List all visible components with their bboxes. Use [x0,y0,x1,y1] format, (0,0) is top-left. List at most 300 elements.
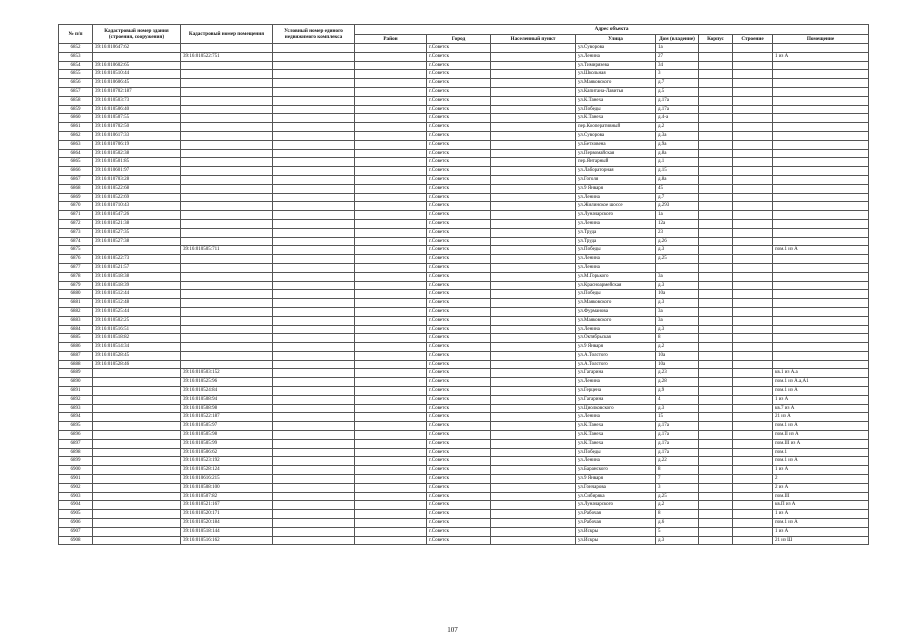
table-cell [491,413,576,422]
table-cell: 6881 [59,299,93,308]
table-cell: г.Советск [427,167,491,176]
table-cell [355,237,427,246]
table-cell: 6856 [59,79,93,88]
table-cell [273,360,355,369]
table-cell [273,255,355,264]
table-row [59,492,869,501]
table-cell [491,70,576,79]
table-cell [491,448,576,457]
table-row [59,343,869,352]
table-cell [273,140,355,149]
table-cell: г.Советск [427,483,491,492]
table-cell [699,422,733,431]
table-row [59,114,869,123]
table-cell: 6853 [59,52,93,61]
table-cell: г.Советск [427,439,491,448]
header-address: Адрес объекта [355,25,869,35]
table-cell [699,378,733,387]
table-cell [273,404,355,413]
table-cell: д.22 [656,457,699,466]
table-cell [181,87,273,96]
table-cell: 3а [656,307,699,316]
table-cell [491,219,576,228]
table-cell: 6884 [59,325,93,334]
table-cell [733,510,773,519]
table-cell: д.23 [656,369,699,378]
table-cell [699,263,733,272]
table-cell [491,114,576,123]
table-cell [273,123,355,132]
table-cell [699,483,733,492]
table-cell: 39:16:010522:751 [181,52,273,61]
table-cell [273,387,355,396]
table-cell [656,263,699,272]
table-cell [773,272,869,281]
table-cell [699,536,733,545]
table-cell [733,519,773,528]
table-cell [491,457,576,466]
table-cell [355,501,427,510]
table-cell [699,431,733,440]
table-cell: г.Советск [427,351,491,360]
table-cell [355,378,427,387]
table-cell [733,387,773,396]
table-cell: 39:16:010528:46 [93,360,181,369]
table-cell [355,123,427,132]
table-row [59,61,869,70]
table-cell [355,96,427,105]
table-cell [93,439,181,448]
table-cell: 6896 [59,431,93,440]
table-cell: 2 [773,475,869,484]
table-cell: 6858 [59,96,93,105]
table-cell: ул.9 Января [576,475,656,484]
table-cell [773,290,869,299]
table-cell: г.Советск [427,96,491,105]
table-cell [733,149,773,158]
table-cell: ул.Ленина [576,457,656,466]
table-cell: г.Советск [427,237,491,246]
table-cell [355,202,427,211]
table-cell [273,395,355,404]
table-cell: д.17а [656,448,699,457]
table-cell [699,475,733,484]
table-row [59,519,869,528]
table-cell [181,158,273,167]
table-cell: пом.1 из А [773,387,869,396]
table-cell [355,228,427,237]
table-cell [733,334,773,343]
table-cell [181,351,273,360]
table-cell [491,79,576,88]
table-cell: ул.Школьная [576,70,656,79]
table-cell [773,61,869,70]
table-cell: 39:16:010617:33 [93,131,181,140]
table-cell [733,492,773,501]
table-cell [491,510,576,519]
table-cell [355,404,427,413]
table-cell [181,228,273,237]
table-cell [273,211,355,220]
table-cell [355,395,427,404]
table-cell: пом.1 из А [773,457,869,466]
table-cell [773,202,869,211]
table-cell [699,439,733,448]
table-cell: 1 из А [773,527,869,536]
table-cell: г.Советск [427,219,491,228]
table-cell: 6899 [59,457,93,466]
table-cell: г.Советск [427,387,491,396]
table-cell [273,193,355,202]
table-cell [733,70,773,79]
table-cell: 6854 [59,61,93,70]
table-cell [93,475,181,484]
table-cell [733,44,773,53]
table-row [59,202,869,211]
table-cell: г.Советск [427,457,491,466]
table-cell [773,158,869,167]
table-cell: 39:16:010528:45 [93,351,181,360]
table-cell [491,228,576,237]
table-cell: д.2 [656,501,699,510]
table-cell [181,105,273,114]
table-cell: ул.Тимирязева [576,61,656,70]
table-cell [273,475,355,484]
table-cell [273,510,355,519]
table-cell [733,202,773,211]
table-cell [93,510,181,519]
table-cell: ул.Гончарова [576,483,656,492]
table-cell [733,61,773,70]
table-cell [699,79,733,88]
table-cell [491,184,576,193]
table-cell [273,422,355,431]
table-cell [355,263,427,272]
table-cell [355,87,427,96]
table-cell: 6897 [59,439,93,448]
table-cell [93,422,181,431]
table-cell [491,202,576,211]
table-cell [491,52,576,61]
table-cell [699,87,733,96]
table-cell: 6868 [59,184,93,193]
table-cell: 1 из А [773,52,869,61]
table-cell [491,105,576,114]
header-korpus: Корпус [699,34,733,44]
table-cell: ул.Суворова [576,131,656,140]
table-cell [733,105,773,114]
table-cell: 23 [656,228,699,237]
table-cell [699,158,733,167]
table-row [59,184,869,193]
table-cell [733,272,773,281]
table-cell [491,255,576,264]
table-row [59,123,869,132]
table-cell: ул.Капитана-Лавитья [576,87,656,96]
table-cell: 8 [656,510,699,519]
table-cell [273,492,355,501]
table-cell [733,290,773,299]
table-cell: ул.Циолковского [576,404,656,413]
table-cell [93,501,181,510]
table-cell [491,387,576,396]
table-cell: г.Советск [427,501,491,510]
table-row [59,387,869,396]
table-cell [355,255,427,264]
table-row [59,360,869,369]
table-cell [733,457,773,466]
table-cell [273,527,355,536]
table-cell: пом.1 из А.а,А1 [773,378,869,387]
table-cell [733,369,773,378]
table-cell [491,140,576,149]
table-cell [491,193,576,202]
table-cell: 6871 [59,211,93,220]
table-row [59,475,869,484]
table-row [59,351,869,360]
table-cell: пом.1 [773,448,869,457]
table-cell: ул.9 Января [576,343,656,352]
table-cell [733,439,773,448]
table-row [59,307,869,316]
table-cell [355,246,427,255]
table-cell: 6873 [59,228,93,237]
table-cell [93,431,181,440]
table-cell [355,299,427,308]
table-cell [699,404,733,413]
table-cell [181,70,273,79]
table-cell [491,369,576,378]
table-cell: 39:16:010518:144 [181,527,273,536]
table-cell [733,343,773,352]
table-cell [699,343,733,352]
table-cell: д.17а [656,431,699,440]
table-cell: д.3 [656,325,699,334]
table-cell: ул.Бетховена [576,140,656,149]
table-cell [273,536,355,545]
table-cell [181,184,273,193]
table-cell [355,316,427,325]
table-cell [273,431,355,440]
table-cell: д.3 [656,246,699,255]
table-cell: г.Советск [427,448,491,457]
table-cell: 39:16:010502:38 [93,149,181,158]
table-cell: 6885 [59,334,93,343]
table-cell [699,70,733,79]
table-cell: ул.Суворова [576,44,656,53]
table-cell [733,96,773,105]
table-header [59,25,869,44]
table-cell [355,325,427,334]
table-cell [273,96,355,105]
table-cell [773,167,869,176]
table-cell: ул.Победы [576,290,656,299]
table-cell: 6872 [59,219,93,228]
table-cell: ул.Победы [576,246,656,255]
table-cell: 39:16:010505:97 [181,422,273,431]
table-cell: 27 [656,52,699,61]
table-cell [355,105,427,114]
table-cell [733,123,773,132]
table-cell: г.Советск [427,466,491,475]
table-cell: 6889 [59,369,93,378]
table-cell: г.Советск [427,290,491,299]
table-cell [733,114,773,123]
table-cell [273,290,355,299]
table-cell [699,527,733,536]
table-cell: 6901 [59,475,93,484]
table-cell [181,219,273,228]
table-cell [355,70,427,79]
table-cell [491,263,576,272]
table-cell [181,61,273,70]
table-cell: г.Советск [427,87,491,96]
table-cell: 6863 [59,140,93,149]
table-row [59,96,869,105]
table-cell [773,123,869,132]
table-cell [699,149,733,158]
table-cell [699,369,733,378]
table-cell: д.3 [656,536,699,545]
table-cell: д.6 [656,519,699,528]
table-cell: ул.Искры [576,536,656,545]
table-cell: г.Советск [427,61,491,70]
table-cell: кв.7 из А [773,404,869,413]
table-cell [273,316,355,325]
table-cell [773,175,869,184]
table-cell: ул.Баранского [576,466,656,475]
table-cell: ул.Лабораторная [576,167,656,176]
table-cell: г.Советск [427,527,491,536]
header-num: № п/п [59,25,93,44]
table-cell [355,457,427,466]
table-cell [355,343,427,352]
table-cell: г.Советск [427,149,491,158]
table-cell [93,404,181,413]
table-cell: г.Советск [427,123,491,132]
table-cell: г.Советск [427,316,491,325]
table-cell [93,413,181,422]
table-cell [733,193,773,202]
table-cell: 6886 [59,343,93,352]
table-cell: пом.II из А [773,431,869,440]
table-cell [733,255,773,264]
table-cell [699,290,733,299]
table-cell [355,44,427,53]
table-cell [491,316,576,325]
table-cell: 3 [656,70,699,79]
table-cell [93,492,181,501]
table-cell: д.17а [656,439,699,448]
table-cell: 39:16:010527:35 [93,228,181,237]
table-cell [699,140,733,149]
table-cell [273,105,355,114]
table-cell: 6860 [59,114,93,123]
table-cell: 39:16:010503:73 [93,96,181,105]
table-cell [699,131,733,140]
table-cell [699,255,733,264]
table-cell: 39:16:010702:50 [93,123,181,132]
table-cell [491,131,576,140]
table-cell [491,167,576,176]
header-city: Город [427,34,491,44]
table-cell: 6903 [59,492,93,501]
header-district: Район [355,34,427,44]
table-cell [491,351,576,360]
table-cell [699,281,733,290]
table-cell [355,527,427,536]
table-cell: 4 [656,395,699,404]
table-cell: 6864 [59,149,93,158]
table-cell [491,307,576,316]
table-cell [733,79,773,88]
table-cell [181,272,273,281]
table-row [59,483,869,492]
table-cell [273,263,355,272]
table-cell: г.Советск [427,299,491,308]
table-cell [273,158,355,167]
table-cell [491,519,576,528]
table-cell: 6875 [59,246,93,255]
table-cell: г.Советск [427,281,491,290]
table-cell: 39:16:010703:28 [93,175,181,184]
table-cell [181,79,273,88]
table-cell: 6907 [59,527,93,536]
table-cell: 39:16:010602:65 [93,61,181,70]
table-cell: г.Советск [427,492,491,501]
table-cell: ул.Маяковского [576,299,656,308]
table-cell [773,87,869,96]
table-cell [733,167,773,176]
table-row [59,237,869,246]
table-cell: г.Советск [427,202,491,211]
table-cell: г.Советск [427,343,491,352]
table-cell [355,140,427,149]
table-cell: 6906 [59,519,93,528]
header-house: Дом (владение) [656,34,699,44]
table-cell [93,457,181,466]
table-cell: 6887 [59,351,93,360]
table-cell: кв.1 из А.а [773,369,869,378]
table-cell [181,263,273,272]
table-cell: ул.Труда [576,228,656,237]
table-cell: 6852 [59,44,93,53]
table-cell [733,360,773,369]
table-cell: ул.Искры [576,527,656,536]
table-cell [733,228,773,237]
table-cell: 15 [656,413,699,422]
table-cell: 39:16:010547:26 [93,211,181,220]
table-cell: 39:16:010518:38 [93,272,181,281]
table-cell: пом.III [773,492,869,501]
table-cell [491,290,576,299]
table-row [59,255,869,264]
table-cell: 39:16:010523:192 [181,457,273,466]
table-cell [355,281,427,290]
table-cell: ул.Луначарского [576,501,656,510]
table-cell: г.Советск [427,246,491,255]
table-cell: ул.М.Горького [576,272,656,281]
table-cell: д.8а [656,175,699,184]
table-cell: ул.Гагарина [576,395,656,404]
table-cell [181,140,273,149]
table-cell [273,466,355,475]
table-cell [355,211,427,220]
table-cell [773,114,869,123]
table-cell [355,431,427,440]
table-row [59,158,869,167]
table-cell [733,307,773,316]
